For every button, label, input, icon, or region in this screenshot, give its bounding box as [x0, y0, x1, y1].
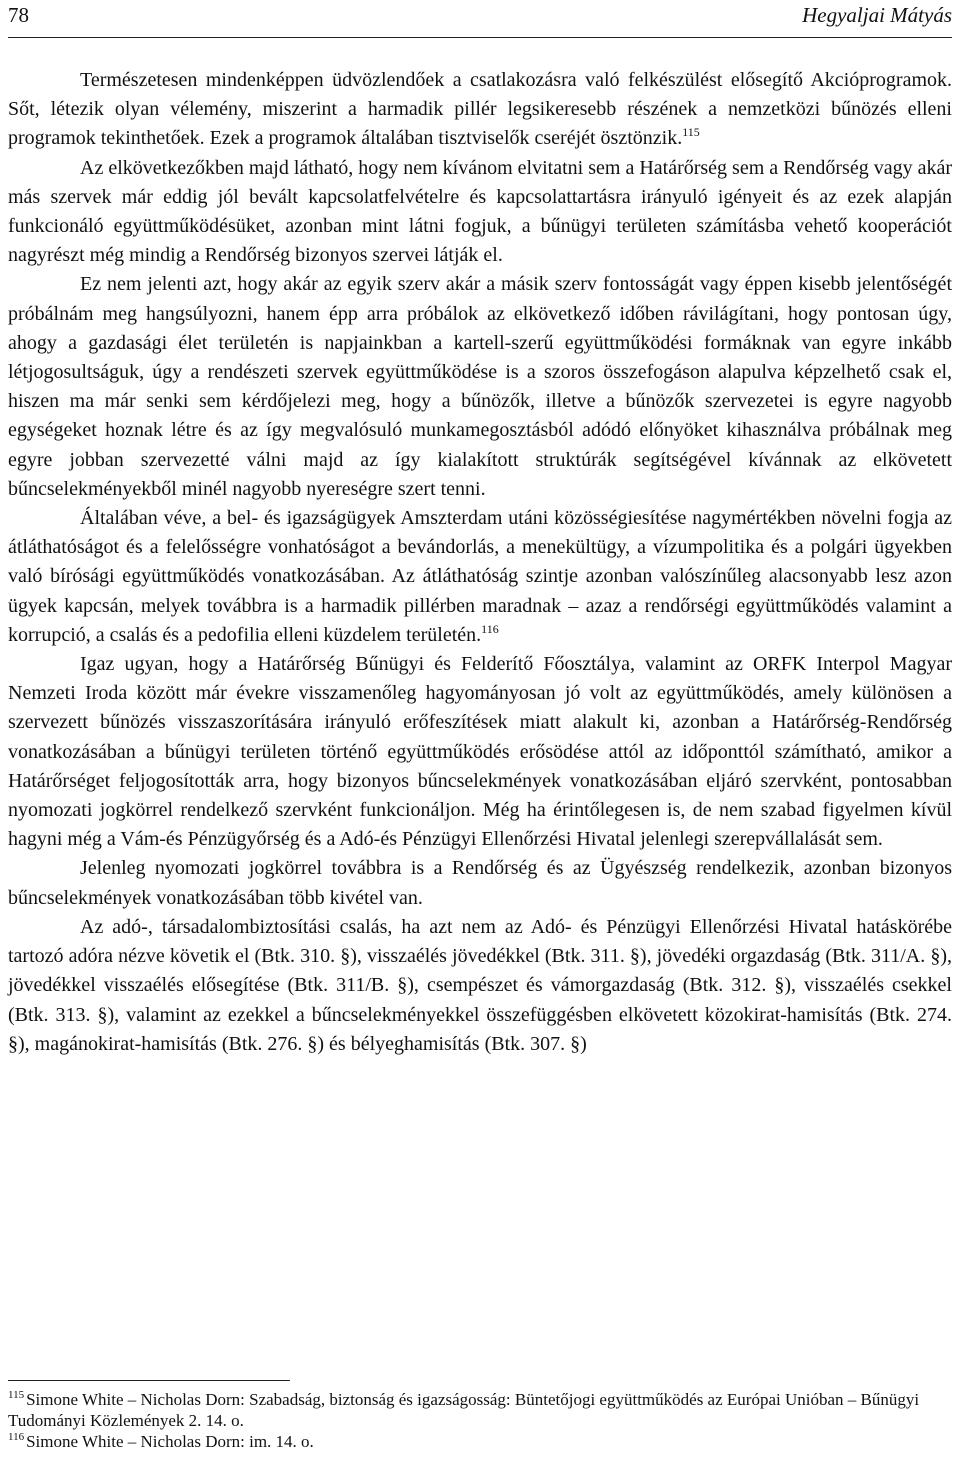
footnote-115: [8, 1389, 952, 1431]
paragraph-7: [8, 913, 952, 1059]
paragraph-text: Ez nem jelenti azt, hogy akár az egyik szerv akár a másik szerv fontosságát vagy éppen kisebb jelentőségét próbálnám meg hangsúlyozni, hanem épp arra próbálok az elkövetkező időben rávilágítani, hogy pontosan úgy, ahogy a gazdasági élet területén is napjainkban a kartell-szerű együttműködési formáknak van egyre inkább létjogosultságuk, úgy a rendészeti szervek együttműködése is a szoros összefogáson alapulva képzelhető csak el, hiszen ma már senki sem kérdőjelezi meg, hogy a bűnözők, illetve a bűnözők szervezetei is egyre nagyobb egységeket hoznak létre és az így megvalósuló munkamegosztásból adódó előnyöket kihasználva próbálnak meg egyre jobban szervezetté válni majd az így kialakított struktúrák segítségével kívánnak az elkövetett bűncselekményekből minél nagyobb nyereségre szert tenni.: [8, 273, 952, 500]
footnote-rule: [8, 1380, 290, 1381]
paragraph-6: [8, 854, 952, 912]
paragraph-text: Az elkövetkezőkben majd látható, hogy nem kívánom elvitatni sem a Határőrség sem a Rendőrség vagy akár más szervek már eddig jól bevált kapcsolatfelvételre és kapcsolattartásra irányuló igényeit és az ezek alapján funkcionáló együttműködésüket, azonban mint látni fogjuk, a bűnügyi területen számításba vehető kooperációt nagyrészt még mindig a Rendőrség bizonyos szervei látják el.: [8, 156, 952, 267]
footnote-text: Simone White – Nicholas Dorn: Szabadság, biztonság és igazságosság: Büntetőjogi együttműködés az Európai Unióban – Bűnügyi Tudományi Közlemények 2. 14. o.: [8, 1390, 920, 1430]
paragraph-text: Természetesen mindenképpen üdvözlendőek a csatlakozásra való felkészülést elősegítő Akcióprogramok. Sőt, létezik olyan vélemény, miszerint a harmadik pillér legsikeresebb részének a nemzetközi bűnözés elleni programok tekinthetőek. Ezek a programok általában tisztviselők cseréjét ösztönzik.: [8, 69, 952, 150]
footnote-ref-116[interactable]: 116: [481, 621, 499, 636]
footnote-116: [8, 1431, 952, 1452]
paragraph-2: [8, 154, 952, 271]
paragraph-1: [8, 66, 952, 154]
paragraph-4: [8, 504, 952, 650]
footnote-text: Simone White – Nicholas Dorn: im. 14. o.: [26, 1432, 314, 1451]
page-number: 78: [8, 3, 29, 27]
footnote-number: 116: [8, 1431, 25, 1443]
paragraph-text: Általában véve, a bel- és igazságügyek Amszterdam utáni közösségiesítése nagymértékben növelni fogja az átláthatóságot és a felelősségre vonhatóságot a bevándorlás, a menekültügy, a vízumpolitika és a polgári ügyekben való bírósági együttműködés vonatkozásában. Az átláthatóság szintje azonban valószínűleg alacsonyabb lesz azon ügyek kapcsán, melyek továbbra is a harmadik pillérben maradnak – azaz a rendőrségi együttműködés valamint a korrupció, a csalás és a pedofilia elleni küzdelem területén.: [8, 507, 952, 646]
paragraph-text: Az adó-, társadalombiztosítási csalás, ha azt nem az Adó- és Pénzügyi Ellenőrzési Hivatal hatáskörébe tartozó adóra nézve követik el (Btk. 310. §), visszaélés jövedékkel (Btk. 311. §), jövedéki orgazdaság (Btk. 311/A. §), jövedékkel visszaélés elősegítése (Btk. 311/B. §), csempészet és vámorgazdaság (Btk. 312. §), visszaélés csekkel (Btk. 313. §), valamint az ezekkel a bűncselekményekkel összefüggésben elkövetett közokirat-hamisítás (Btk. 274. §), magánokirat-hamisítás (Btk. 276. §) és bélyeghamisítás (Btk. 307. §): [8, 915, 952, 1055]
paragraph-3: [8, 270, 952, 504]
footnote-ref-115[interactable]: 115: [682, 125, 700, 140]
footnote-number: 115: [8, 1389, 25, 1401]
paragraph-text: Igaz ugyan, hogy a Határőrség Bűnügyi és Felderítő Főosztálya, valamint az ORFK Interpol Magyar Nemzeti Iroda között már évekre visszamenőleg hagyományosan jó volt az együttműködés, amely különösen a szervezett bűnözés visszaszorítására irányuló erőfeszítések miatt alakult ki, azonban a Határőrség-Rendőrség vonatkozásában a bűnügyi területen történő együttműködés erősödése attól az időponttól számítható, amikor a Határőrséget feljogosították arra, hogy bizonyos bűncselekmények vonatkozásában eljáró szervként, pontosabban nyomozati jogkörrel rendelkező szervként funkcionáljon. Még ha érintőlegesen is, de nem szabad figyelmen kívül hagyni még a Vám-és Pénzügyőrség és a Adó-és Pénzügyi Ellenőrzési Hivatal jelenlegi szerepvállalását sem.: [8, 653, 952, 851]
running-header: [8, 2, 952, 28]
body-text: [8, 66, 952, 1059]
running-title: Hegyaljai Mátyás: [802, 3, 952, 27]
paragraph-5: [8, 650, 952, 854]
header-rule: [8, 37, 952, 38]
footnotes: [8, 1389, 952, 1452]
paragraph-text: Jelenleg nyomozati jogkörrel továbbra is a Rendőrség és az Ügyészség rendelkezik, azonban bizonyos bűncselekmények vonatkozásában több kivétel van.: [8, 857, 952, 909]
